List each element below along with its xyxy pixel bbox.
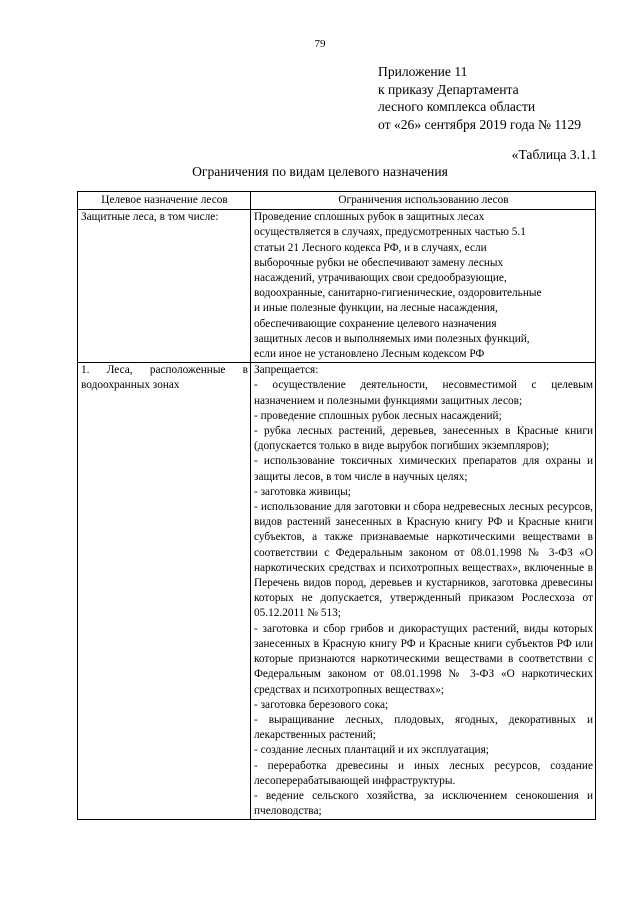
restrictions-table: [77, 191, 596, 820]
appendix-line: Приложение 11: [378, 64, 468, 79]
restriction-item: - использование для заготовки и сбора недревесных лесных ресурсов, видов растений занесенных в Красную книгу РФ и Красные книги субъектов, а также признаваемые наркотическими веществами в соответствии с Федеральным законом от 08.01.1998 № 3-ФЗ «О наркотических средствах и психотропных веществах», включенные в Перечень видов пород, деревьев и кустарников, заготовка древесины которых не допускается, утвержденный приказом Рослесхоза от 05.12.2011 № 513;: [254, 501, 593, 620]
restriction-item: Запрещается:: [254, 364, 319, 377]
restriction-line: обеспечивающие сохранение целевого назначения: [254, 317, 497, 330]
restriction-item: - осуществление деятельности, несовместимой с целевым назначением и полезными функциями защитных лесов;: [254, 379, 593, 407]
restriction-line: водоохранные, санитарно-гигиенические, оздоровительные: [254, 287, 542, 300]
restriction-line: Проведение сплошных рубок в защитных лесах: [254, 211, 485, 224]
appendix-header: [378, 63, 628, 133]
column-header-purpose: Целевое назначение лесов: [78, 192, 251, 210]
restriction-line: если иное не установлено Лесным кодексом РФ: [254, 348, 485, 361]
restriction-line: насаждений, утрачивающих свои средообразующие,: [254, 272, 507, 285]
restriction-item: - создание лесных плантаций и их эксплуатация;: [254, 744, 489, 757]
restriction-item: - проведение сплошных рубок лесных насаждений;: [254, 409, 502, 422]
restriction-item: - заготовка и сбор грибов и дикорастущих растений, виды которых занесенных в Красную книгу РФ и Красные книги субъектов РФ или которые признаются наркотическими веществами в соответствии с Федеральным законом от 08.01.1998 № 3-ФЗ «О наркотических средствах и психотропных веществах»;: [254, 622, 593, 696]
restriction-line: и иные полезные функции, на лесные насаждения,: [254, 302, 498, 315]
restriction-item: - заготовка березового сока;: [254, 698, 389, 711]
table-row: [78, 210, 596, 363]
table-header-row: [78, 192, 596, 210]
table-label: «Таблица 3.1.1: [511, 147, 597, 162]
purpose-cell: Защитные леса, в том числе:: [78, 210, 251, 363]
column-header-restrictions: Ограничения использованию лесов: [251, 192, 596, 210]
appendix-line: от «26» сентября 2019 года № 1129: [378, 116, 582, 132]
table-title: Ограничения по видам целевого назначения: [192, 164, 448, 179]
restriction-item: - ведение сельского хозяйства, за исключением сенокошения и пчеловодства;: [254, 789, 593, 818]
restriction-line: осуществляется в случаях, предусмотренных частью 5.1: [254, 226, 526, 239]
restrictions-cell: [251, 363, 596, 820]
restriction-item: - использование токсичных химических препаратов для охраны и защиты лесов, в том числе в научных целях;: [254, 455, 593, 483]
purpose-cell: 1. Леса, расположенные в водоохранных зонах: [78, 363, 251, 820]
restriction-line: статьи 21 Лесного кодекса РФ, и в случаях, если: [254, 241, 487, 254]
restriction-item: - выращивание лесных, плодовых, ягодных, декоративных и лекарственных растений;: [254, 713, 593, 742]
restriction-item: - заготовка живицы;: [254, 485, 351, 498]
restriction-line: выборочные рубки не обеспечивают замену лесных: [254, 256, 504, 269]
restrictions-cell: [251, 210, 596, 363]
appendix-line: к приказу Департамента: [378, 81, 519, 97]
page-number: 79: [314, 38, 326, 50]
restriction-item: - переработка древесины и иных лесных ресурсов, создание лесоперерабатывающей инфраструктуры.: [254, 759, 593, 787]
restriction-line: защитных лесов и выполняемых ими полезных функций,: [254, 332, 530, 345]
appendix-line: лесного комплекса области: [378, 99, 536, 114]
restriction-item: - рубка лесных растений, деревьев, занесенных в Красные книги (допускается только в виде вырубок погибших экземпляров);: [254, 425, 593, 453]
table-row: [78, 363, 596, 820]
